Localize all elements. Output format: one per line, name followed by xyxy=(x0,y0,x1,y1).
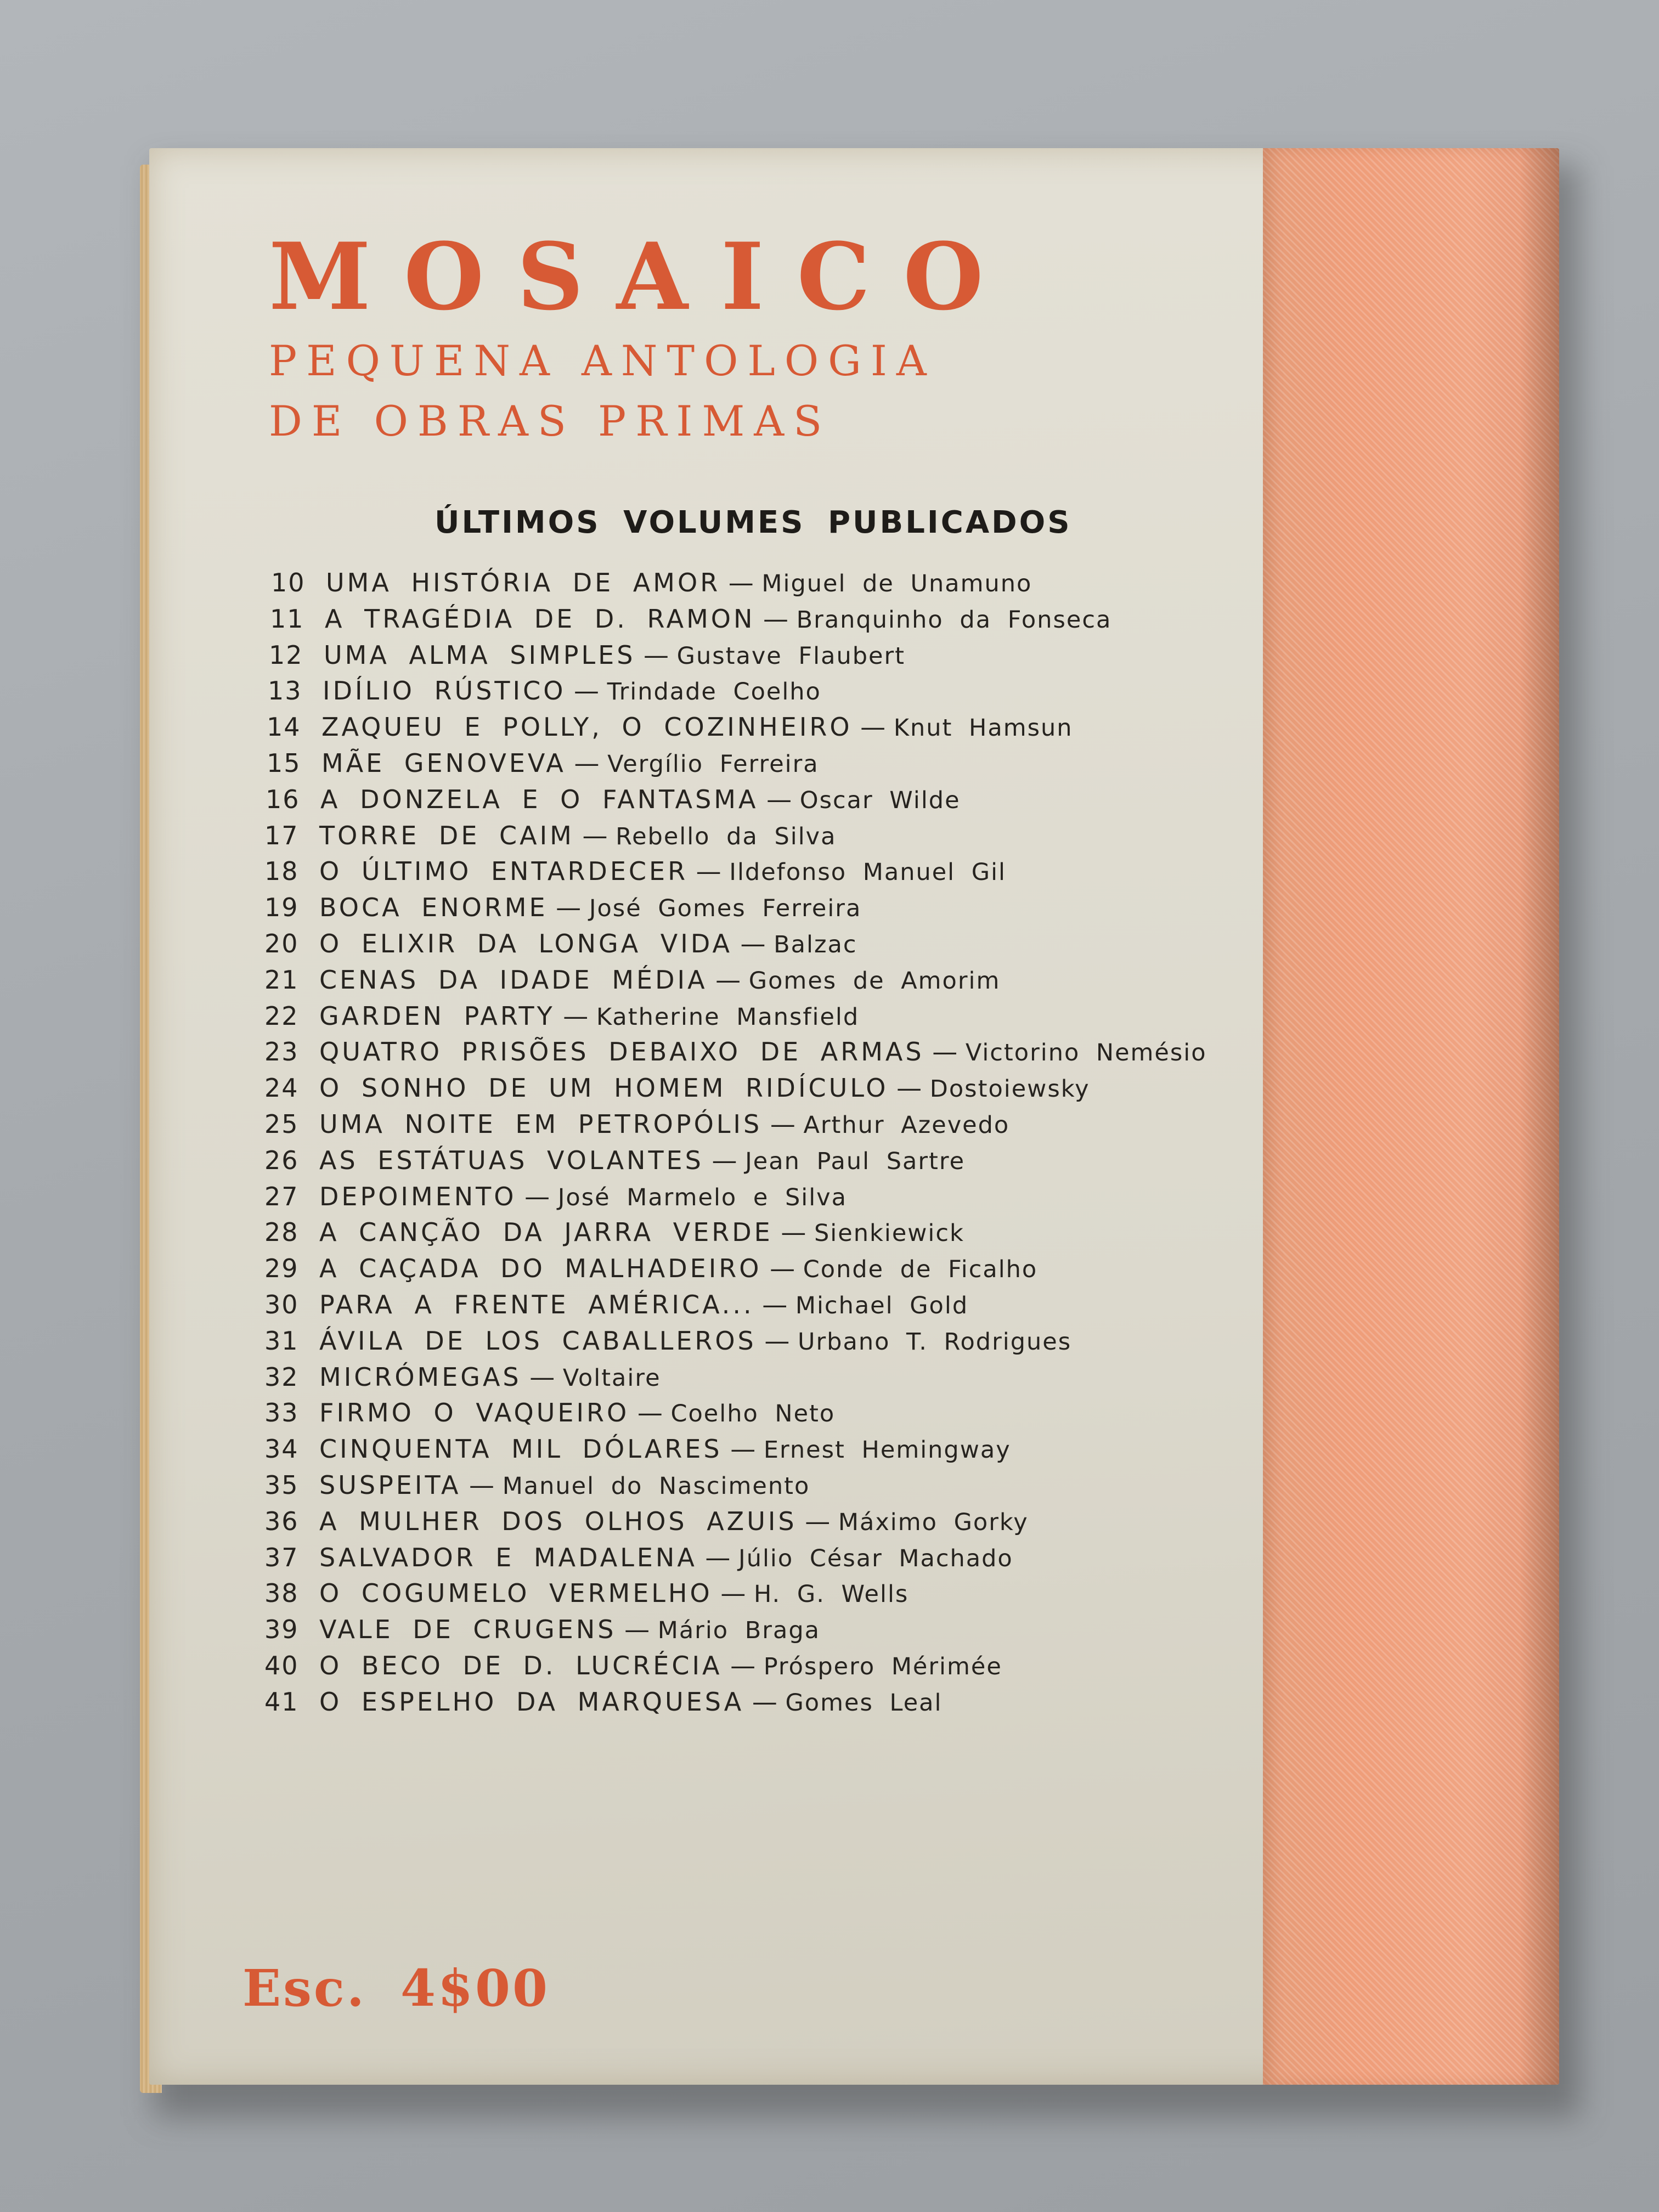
volume-row xyxy=(264,926,1362,962)
volume-number: 32 xyxy=(264,1362,299,1392)
volume-title: SUSPEITA xyxy=(319,1470,461,1500)
volume-author: Manuel do Nascimento xyxy=(502,1472,810,1500)
volume-author: Knut Hamsun xyxy=(893,714,1073,742)
volume-title: A DONZELA E O FANTASMA xyxy=(320,784,759,814)
volume-title: A CANÇÃO DA JARRA VERDE xyxy=(319,1217,773,1248)
separator-dash: — xyxy=(712,1578,754,1609)
volume-title: O ELIXIR DA LONGA VIDA xyxy=(319,928,732,958)
volume-row xyxy=(264,709,1362,746)
volume-title: MICRÓMEGAS xyxy=(319,1362,522,1392)
volume-author: Oscar Wilde xyxy=(799,786,961,814)
volume-row xyxy=(264,1323,1362,1359)
volume-author: Michael Gold xyxy=(795,1291,969,1319)
separator-dash: — xyxy=(924,1037,966,1067)
separator-dash: — xyxy=(744,1686,786,1717)
volume-row xyxy=(264,601,1362,637)
volume-row xyxy=(264,1070,1362,1107)
volume-author: Victorino Nemésio xyxy=(965,1039,1207,1067)
separator-dash: — xyxy=(722,1434,764,1464)
separator-dash: — xyxy=(521,1362,563,1392)
volume-title: O ÚLTIMO ENTARDECER xyxy=(319,856,689,887)
volume-title: PARA A FRENTE AMÉRICA... xyxy=(319,1289,754,1319)
volume-number: 14 xyxy=(267,712,301,742)
volume-row xyxy=(264,1612,1362,1648)
volume-title: O ESPELHO DA MARQUESA xyxy=(319,1686,744,1717)
volume-row xyxy=(264,1215,1362,1251)
volume-author: José Marmelo e Silva xyxy=(557,1183,847,1211)
separator-dash: — xyxy=(762,1109,804,1139)
volume-author: Branquinho da Fonseca xyxy=(796,606,1112,634)
separator-dash: — xyxy=(616,1615,658,1645)
volume-title: UMA HISTÓRIA DE AMOR xyxy=(326,568,721,597)
volume-author: Conde de Ficalho xyxy=(803,1256,1038,1284)
volume-number: 18 xyxy=(264,856,299,887)
volume-author: José Gomes Ferreira xyxy=(589,895,862,923)
volume-author: H. G. Wells xyxy=(753,1581,909,1609)
volume-title: A TRAGÉDIA DE D. RAMON xyxy=(325,603,755,634)
volume-list xyxy=(264,565,1362,1720)
volume-author: Ernest Hemingway xyxy=(763,1436,1011,1464)
volume-row xyxy=(264,1034,1362,1070)
volume-row xyxy=(264,818,1362,854)
volume-number: 10 xyxy=(271,568,306,597)
volume-number: 30 xyxy=(264,1289,299,1319)
separator-dash: — xyxy=(707,964,749,995)
volume-row xyxy=(264,1179,1362,1215)
volume-author: Katherine Mansfield xyxy=(596,1003,860,1031)
price-label: Esc. 4$00 xyxy=(242,1959,550,2018)
volume-number: 22 xyxy=(264,1001,299,1031)
volume-author: Gustave Flaubert xyxy=(676,642,905,670)
volume-author: Vergílio Ferreira xyxy=(607,750,819,778)
volume-row xyxy=(264,1540,1362,1576)
volume-number: 40 xyxy=(264,1650,299,1680)
volume-title: FIRMO O VAQUEIRO xyxy=(319,1398,630,1428)
volume-number: 29 xyxy=(264,1254,299,1284)
volume-row xyxy=(264,1431,1362,1468)
volume-number: 20 xyxy=(264,928,299,958)
volume-row xyxy=(264,1107,1362,1143)
volume-number: 13 xyxy=(268,676,302,706)
subtitle-line-1: PEQUENA ANTOLOGIA xyxy=(269,336,936,385)
separator-dash: — xyxy=(555,1001,596,1031)
separator-dash: — xyxy=(574,820,616,850)
volume-author: Máximo Gorky xyxy=(838,1508,1029,1536)
volume-author: Voltaire xyxy=(562,1364,661,1392)
volume-title: GARDEN PARTY xyxy=(319,1001,555,1031)
volume-row xyxy=(264,565,1362,601)
separator-dash: — xyxy=(635,640,677,670)
separator-dash: — xyxy=(761,1254,803,1284)
separator-dash: — xyxy=(688,856,730,887)
volume-row xyxy=(264,673,1362,709)
separator-dash: — xyxy=(703,1145,746,1175)
volume-title: O SONHO DE UM HOMEM RIDÍCULO xyxy=(319,1073,889,1103)
volume-title: AS ESTÁTUAS VOLANTES xyxy=(319,1145,704,1175)
separator-dash: — xyxy=(758,784,800,814)
volume-title: MÃE GENOVEVA xyxy=(321,748,566,778)
volume-row xyxy=(264,746,1362,782)
separator-dash: — xyxy=(720,568,762,597)
volume-title: A CAÇADA DO MALHADEIRO xyxy=(319,1254,762,1284)
volume-title: BOCA ENORME xyxy=(319,893,548,923)
volume-row xyxy=(264,1287,1362,1323)
volume-number: 27 xyxy=(264,1181,299,1211)
volume-number: 15 xyxy=(267,748,301,778)
subtitle-line-2: DE OBRAS PRIMAS xyxy=(269,397,832,445)
separator-dash: — xyxy=(722,1650,764,1680)
separator-dash: — xyxy=(732,928,774,958)
volume-number: 21 xyxy=(264,964,299,995)
volume-author: Gomes Leal xyxy=(785,1689,943,1717)
volume-row xyxy=(264,998,1362,1035)
volume-title: CINQUENTA MIL DÓLARES xyxy=(319,1434,723,1464)
volume-title: A MULHER DOS OLHOS AZUIS xyxy=(319,1506,797,1536)
volume-number: 35 xyxy=(264,1470,299,1500)
separator-dash: — xyxy=(697,1542,739,1572)
spine-edge-shade xyxy=(1520,148,1559,2085)
volume-number: 12 xyxy=(269,640,303,670)
volume-row xyxy=(264,1468,1362,1504)
volume-title: VALE DE CRUGENS xyxy=(319,1615,617,1645)
volume-row xyxy=(264,637,1362,674)
volume-number: 28 xyxy=(264,1217,299,1248)
separator-dash: — xyxy=(461,1470,503,1500)
volume-title: ÁVILA DE LOS CABALLEROS xyxy=(319,1325,757,1356)
volume-title: SALVADOR E MADALENA xyxy=(319,1542,697,1572)
volume-number: 16 xyxy=(266,784,300,814)
separator-dash: — xyxy=(755,603,797,634)
list-heading: ÚLTIMOS VOLUMES PUBLICADOS xyxy=(435,505,1072,540)
separator-dash: — xyxy=(516,1181,558,1211)
volume-title: O COGUMELO VERMELHO xyxy=(319,1578,713,1609)
book-back-cover xyxy=(149,148,1559,2085)
volume-number: 33 xyxy=(264,1398,299,1428)
volume-author: Coelho Neto xyxy=(670,1400,836,1428)
separator-dash: — xyxy=(566,676,607,706)
volume-number: 41 xyxy=(264,1686,299,1717)
volume-author: Jean Paul Sartre xyxy=(745,1147,966,1175)
separator-dash: — xyxy=(754,1289,795,1319)
volume-title: O BECO DE D. LUCRÉCIA xyxy=(319,1650,723,1680)
volume-row xyxy=(264,1143,1362,1179)
volume-row xyxy=(264,1684,1362,1720)
separator-dash: — xyxy=(852,712,894,742)
volume-author: Urbano T. Rodrigues xyxy=(798,1328,1072,1356)
volume-title: QUATRO PRISÕES DEBAIXO DE ARMAS xyxy=(319,1037,924,1067)
separator-dash: — xyxy=(566,748,608,778)
volume-author: Sienkiewick xyxy=(814,1220,964,1248)
volume-number: 11 xyxy=(270,603,304,634)
volume-title: ZAQUEU E POLLY, O COZINHEIRO xyxy=(321,712,853,742)
volume-row xyxy=(264,854,1362,890)
volume-number: 26 xyxy=(264,1145,299,1175)
volume-row xyxy=(264,1504,1362,1540)
volume-number: 23 xyxy=(264,1037,299,1067)
separator-dash: — xyxy=(772,1217,815,1248)
volume-title: TORRE DE CAIM xyxy=(319,820,574,850)
volume-author: Mário Braga xyxy=(657,1617,820,1645)
volume-number: 17 xyxy=(264,820,299,850)
volume-number: 37 xyxy=(264,1542,299,1572)
series-title: MOSAICO xyxy=(269,222,1017,331)
volume-number: 31 xyxy=(264,1325,299,1356)
separator-dash: — xyxy=(756,1325,798,1356)
volume-author: Rebello da Silva xyxy=(616,822,837,850)
volume-number: 24 xyxy=(264,1073,299,1103)
volume-number: 25 xyxy=(264,1109,299,1139)
volume-author: Ildefonso Manuel Gil xyxy=(729,859,1006,887)
volume-row xyxy=(264,1395,1362,1431)
volume-title: IDÍLIO RÚSTICO xyxy=(323,676,566,706)
separator-dash: — xyxy=(797,1506,838,1536)
volume-number: 19 xyxy=(264,893,299,923)
volume-number: 38 xyxy=(264,1578,299,1609)
volume-number: 39 xyxy=(264,1615,299,1645)
volume-row xyxy=(264,1648,1362,1684)
separator-dash: — xyxy=(629,1398,671,1428)
volume-author: Dostoiewsky xyxy=(929,1075,1090,1103)
volume-author: Miguel de Unamuno xyxy=(761,570,1032,597)
volume-author: Júlio César Machado xyxy=(738,1544,1013,1572)
volume-author: Próspero Mérimée xyxy=(763,1652,1002,1680)
volume-number: 34 xyxy=(264,1434,299,1464)
volume-author: Balzac xyxy=(774,930,857,958)
separator-dash: — xyxy=(888,1073,930,1103)
volume-row xyxy=(264,890,1362,926)
volume-author: Gomes de Amorim xyxy=(748,967,1001,995)
volume-row xyxy=(264,1251,1362,1287)
volume-number: 36 xyxy=(264,1506,299,1536)
volume-row xyxy=(264,962,1362,998)
volume-row xyxy=(264,1359,1362,1396)
volume-title: UMA ALMA SIMPLES xyxy=(324,640,636,670)
volume-row xyxy=(264,1576,1362,1612)
volume-author: Trindade Coelho xyxy=(607,678,821,706)
volume-row xyxy=(264,782,1362,818)
volume-title: DEPOIMENTO xyxy=(319,1181,517,1211)
volume-title: CENAS DA IDADE MÉDIA xyxy=(319,964,708,995)
volume-title: UMA NOITE EM PETROPÓLIS xyxy=(319,1109,763,1139)
volume-author: Arthur Azevedo xyxy=(803,1111,1010,1139)
separator-dash: — xyxy=(548,893,589,923)
